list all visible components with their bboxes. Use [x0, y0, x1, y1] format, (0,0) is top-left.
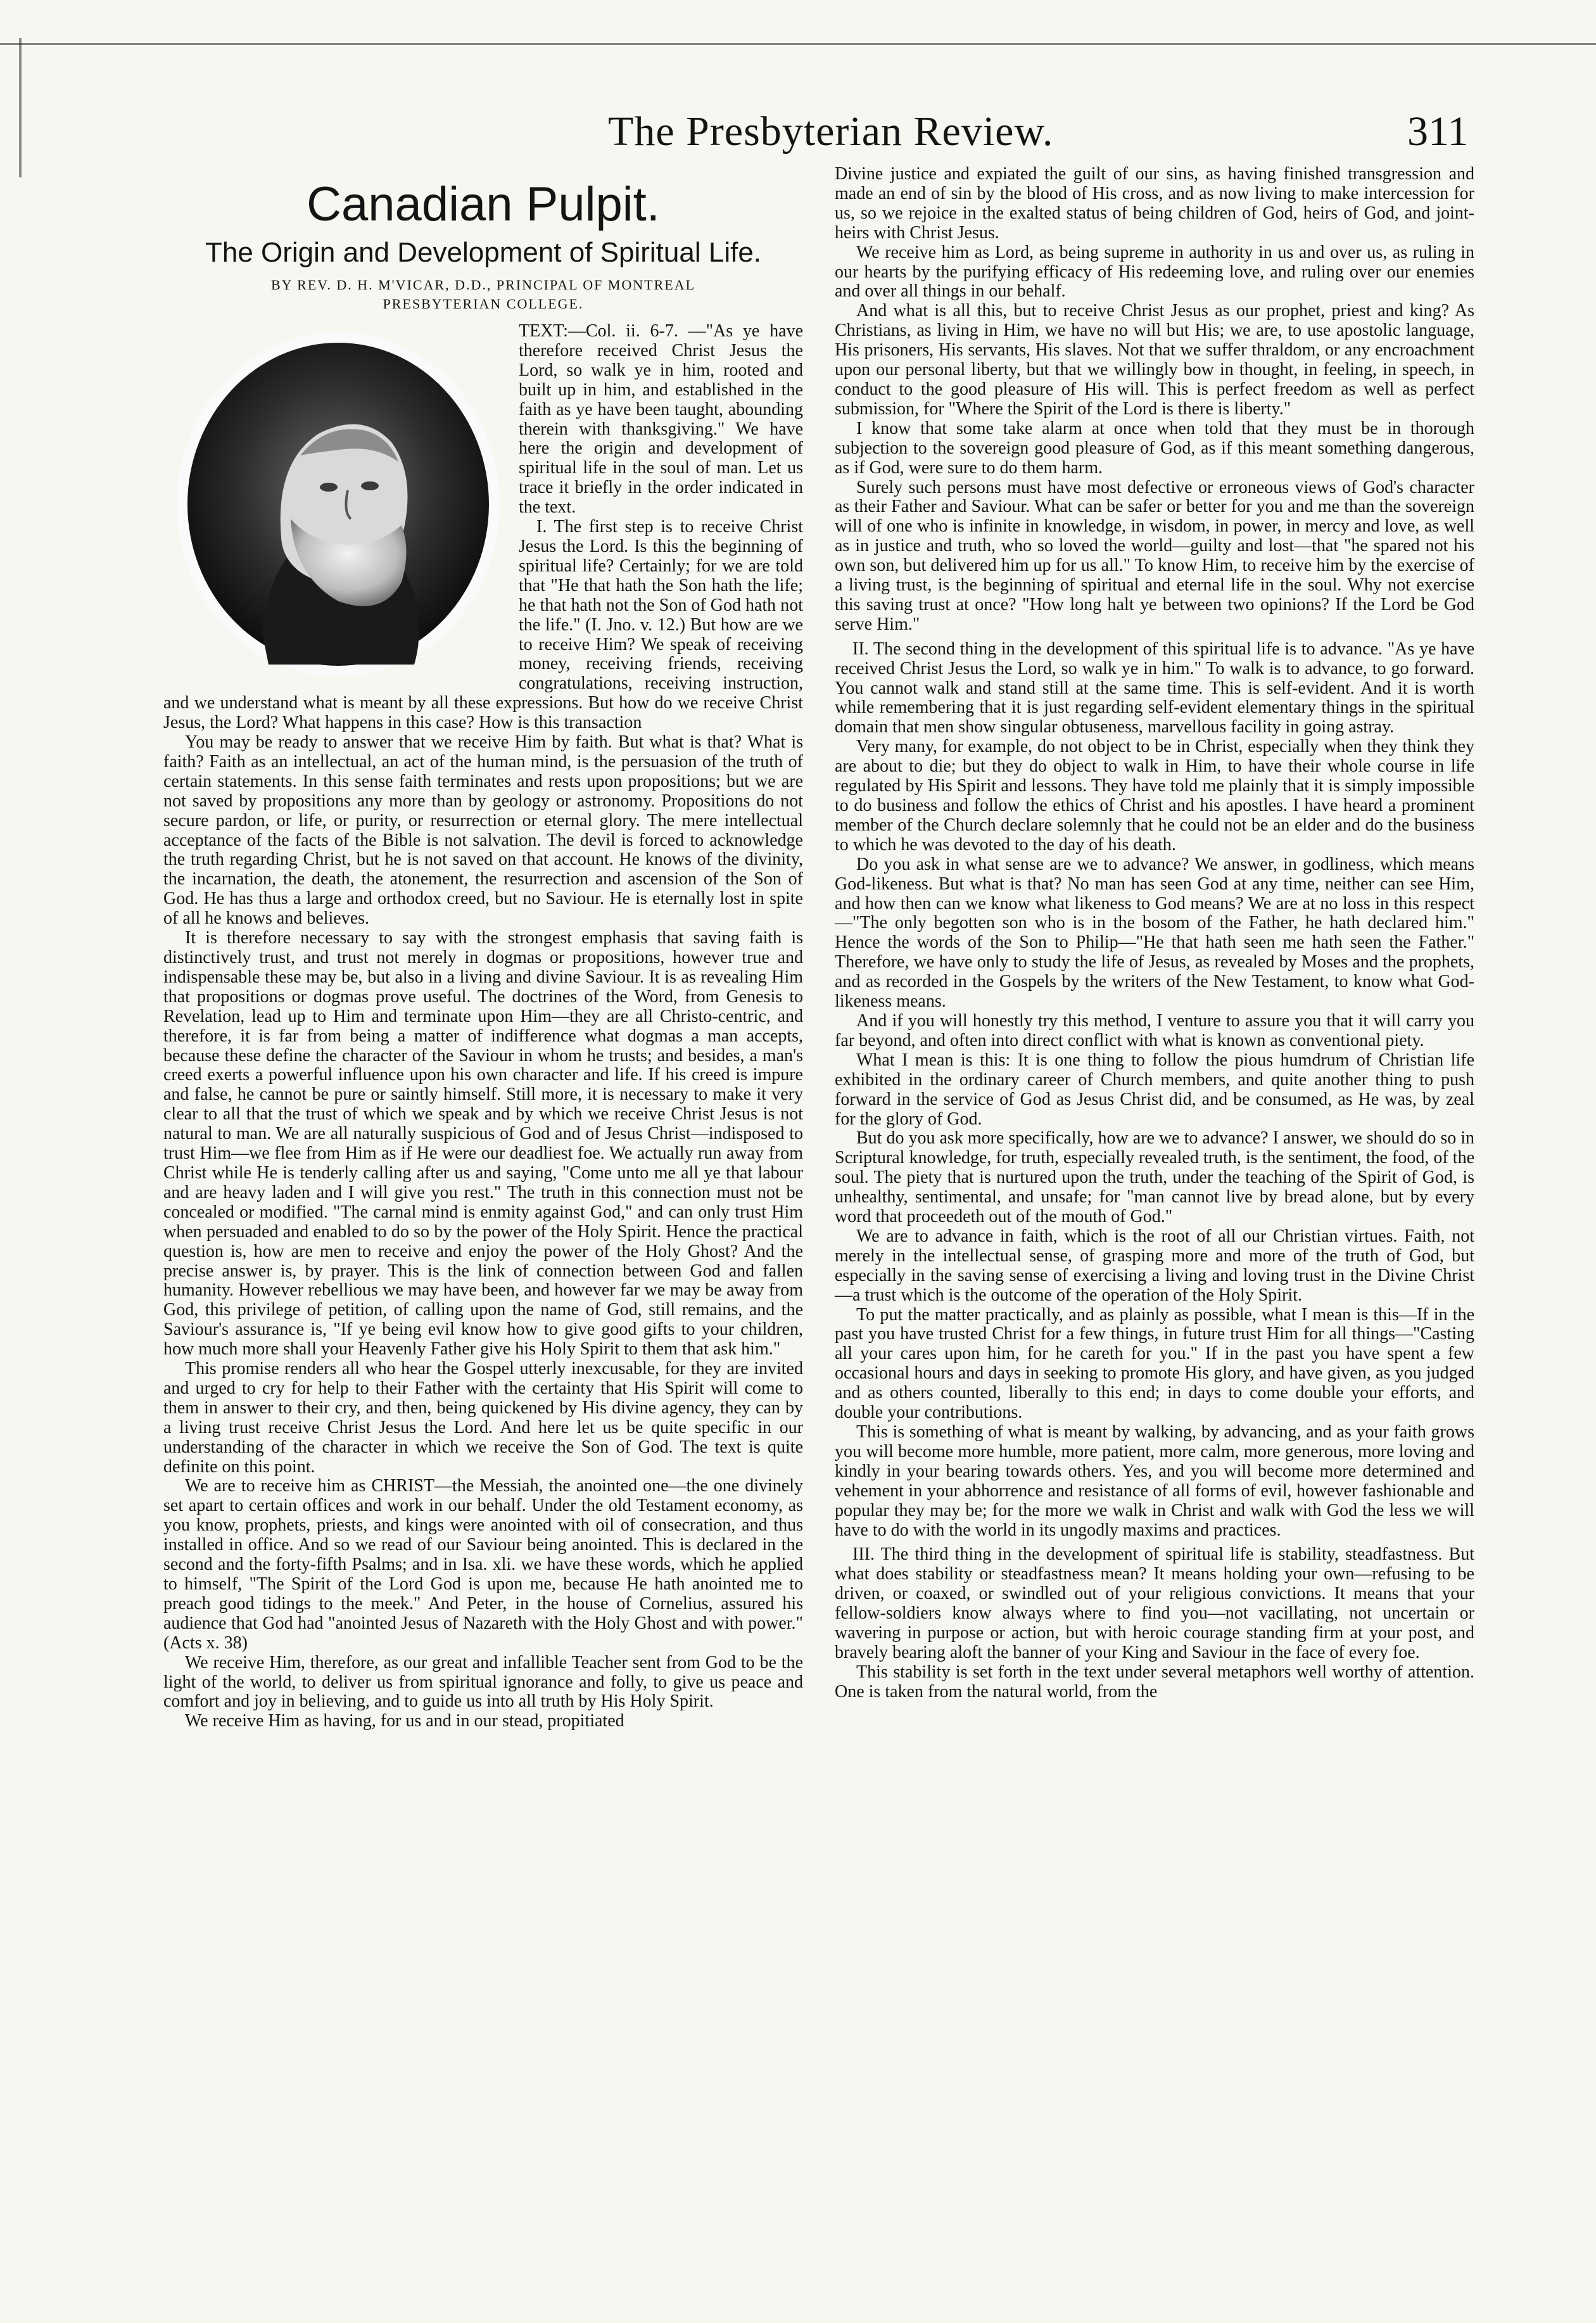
section-title: Canadian Pulpit.: [307, 177, 660, 231]
paragraph: What I mean is this: It is one thing to follow the pious humdrum of Christian life exhibited in the ordinary career of Church members, and quite another thing to push forward in the service of God as Jesus Christ did, and be consumed, as He was, by zeal for the glory of God.: [835, 1050, 1474, 1129]
paragraph: Do you ask in what sense are we to advance? We answer, in godliness, which means God-likeness. But what is that? No man has seen God at any time, neither can see Him, and how then can we know what likeness to God means? We are at no loss in this respect—"The only begotten son who is in the bosom of the Father, he hath declared him." Hence the words of the Son to Philip—"He that hath seen me hath seen the Father." Therefore, we have only to study the life of Jesus, as revealed by Moses and the prophets, and as recorded in the Gospels by the writers of the New Testament, to know what God-likeness means.: [835, 854, 1474, 1012]
paragraph: Divine justice and expiated the guilt of our sins, as having finished transgression and made an end of sin by the blood of His cross, and as now living to make intercession for us, so we rejoice in the exalted status of being children of God, heirs of God, and joint-heirs with Christ Jesus.: [835, 164, 1474, 243]
paragraph: This promise renders all who hear the Gospel utterly inexcusable, for they are invited and urged to cry for help to their Father with the certainty that His Spirit will come to them in answer to their cry, and then, being quickened by His divine agency, they can by a living trust receive Christ Jesus the Lord. And here let us be quite specific in our understanding of the character in which we receive the Son of God. The text is quite definite on this point.: [163, 1359, 803, 1477]
paragraph: We are to receive him as CHRIST—the Messiah, the anointed one—the one divinely set apart to certain offices and work in our behalf. Under the old Testament economy, as you know, prophets, priests, and kings were anointed with oil of consecration, and thus installed in office. And so we read of our Saviour being anointed. This is declared in the second and the forty-fifth Psalms; and in Isa. xli. we have these words, which he applied to himself, "The Spirit of the Lord God is upon me, because He hath anointed me to preach good tidings to the meek." And Peter, in the house of Cornelius, assured his audience that God had "anointed Jesus of Nazareth with the Holy Ghost and with power." (Acts x. 38): [163, 1476, 803, 1653]
left-column: [163, 158, 803, 1731]
article-title: The Origin and Development of Spiritual Life.: [205, 237, 762, 268]
paragraph: II. The second thing in the development of this spiritual life is to advance. "As ye have received Christ Jesus the Lord, so walk ye in him." To walk is to advance, to go forward. You cannot walk and stand still at the same time. This is self-evident. And it is worth while remembering that it is just regarding self-evident elementary things in the spiritual domain that men show singular obtuseness, marvellous facility in going astray.: [835, 639, 1474, 737]
paragraph: We receive him as Lord, as being supreme in authority in us and over us, as ruling in our hearts by the purifying efficacy of His redeeming love, and ruling over our enemies and over all things in our behalf.: [835, 242, 1474, 302]
paragraph: III. The third thing in the development of spiritual life is stability, steadfastness. But what does stability or steadfastness mean? It means holding your own—refusing to be driven, or coaxed, or swindled out of your religious convictions. It means that your fellow-soldiers know always where to find you—not vacillating, not uncertain or wavering in purpose or action, but with heroic courage standing firm at your post, and bravely bearing aloft the banner of your King and Saviour in the face of every foe.: [835, 1544, 1474, 1662]
paragraph: We receive Him as having, for us and in our stead, propitiated: [185, 1711, 624, 1731]
paragraph: It is therefore necessary to say with the strongest emphasis that saving faith is distinctively trust, and trust not merely in dogmas or propositions, however true and indispensable these may be, but also in a living and divine Saviour. It is as revealing Him that propositions or dogmas prove useful. The doctrines of the Word, from Genesis to Revelation, lead up to Him and terminate upon Him—they are all Christo-centric, and therefore, it is far from being a matter of indifference what dogmas a man accepts, because these define the character of the Saviour in whom he trusts; and besides, a man's creed exerts a powerful influence upon his own character and life. If his creed is impure and false, he cannot be pure or saintly himself. Still more, it is necessary to make it very clear to all that the trust of which we speak and by which we receive Christ Jesus is not natural to man. We are all naturally suspicious of God and of Jesus Christ—indisposed to trust Him—we flee from Him as if He were our deadliest foe. We actually run away from Christ while He is tenderly calling after us and saying, "Come unto me all ye that labour and are heavy laden and I will give you rest." The truth in this connection must not be concealed or modified. "The carnal mind is enmity against God," and can only trust Him when persuaded and enabled to do so by the power of the Holy Spirit. Hence the practical question is, how are men to receive and enjoy the power of the Holy Ghost? And the precise answer is, by prayer. This is the link of connection between God and fallen humanity. However rebellious we may have been, and however far we may be away from God, this privilege of petition, of calling upon the name of God, still remains, and the Saviour's assurance is, "If ye being evil know how to give good gifts to your children, how much more shall your Heavenly Father give his Holy Spirit to them that ask him.": [163, 928, 803, 1359]
paragraph: Surely such persons must have most defective or erroneous views of God's character as their Father and Saviour. What can be safer or better for you and me than the sovereign will of one who is infinite in knowledge, in wisdom, in power, in mercy and love, as well as in justice and truth, who so loved the world—guilty and lost—that "he spared not his own son, but delivered him up for us all." To know Him, to receive him by the exercise of a living trust, is the beginning of spiritual and eternal life in the soul. Why not exercise this saving trust at once? "How long halt ye between two opinions? If the Lord be God serve Him.": [835, 477, 1474, 634]
paragraph: I know that some take alarm at once when told that they must be in thorough subjection to the sovereign good pleasure of God, as if this meant something dangerous, as if God, were sure to do them harm.: [835, 418, 1474, 478]
paragraph: TEXT:—Col. ii. 6-7. —"As ye have therefore received Christ Jesus the Lord, so walk ye in him, rooted and built up in him, and established in the faith as ye have been taught, abounding therein with thanksgiving." We have here the origin and development of spiritual life in the soul of man. Let us trace it briefly in the order indicated in the text.: [519, 321, 803, 518]
right-column: [835, 165, 1474, 1702]
paragraph: We receive Him, therefore, as our great and infallible Teacher sent from God to be the light of the world, to deliver us from spiritual ignorance and folly, to give us peace and comfort and joy in believing, and to guide us into all truth by His Holy Spirit.: [163, 1652, 803, 1712]
paragraph: And if you will honestly try this method, I venture to assure you that it will carry you far beyond, and often into direct conflict with what is known as conventional piety.: [835, 1010, 1474, 1050]
page-edge-mark: [19, 38, 33, 177]
paragraph: We are to advance in faith, which is the root of all our Christian virtues. Faith, not merely in the intellectual sense, of grasping more and more of the truth of God, but especially in the saving sense of exercising a living and loving trust in the Divine Christ—a trust which is the outcome of the operation of the Holy Spirit.: [835, 1226, 1474, 1305]
paragraph: Very many, for example, do not object to be in Christ, especially when they think they are about to die; but they do object to walk in Him, to have their whole course in life regulated by His Spirit and lessons. They have told me plainly that it is simply impossible to do business and follow the ethics of Christ and his apostles. I have heard a prominent member of the Church declare solemnly that he could not be an elder and do the business to which he was devoted to the day of his death.: [835, 737, 1474, 855]
paragraph: This stability is set forth in the text under several metaphors well worthy of attention. One is taken from the natural world, from the: [835, 1662, 1474, 1702]
paragraph: And what is all this, but to receive Christ Jesus as our prophet, priest and king? As Christians, as living in Him, we have no will but His; we are, to use apostolic language, His prisoners, His servants, His slaves. Not that we suffer thraldom, or any encroachment upon our personal liberty, but that we willingly bow in thought, in feeling, in speech, in conduct to the good pleasure of His will. This is perfect freedom as well as perfect submission, for "Where the Spirit of the Lord is there is liberty.": [835, 301, 1474, 419]
portrait-image: [168, 326, 507, 684]
page-number: 311: [1407, 108, 1469, 155]
paragraph: This is something of what is meant by walking, by advancing, and as your faith grows you will become more humble, more patient, more calm, more generous, more loving and kindly in your bearing towards others. Yes, and you will become more determined and vehement in your abhorrence and resistance of all forms of evil, however fashionable and popular they may be; for the more we walk in Christ and walk with God the less we will have to do with the world in its ungodly maxims and practices.: [835, 1422, 1474, 1540]
running-title: The Presbyterian Review.: [608, 108, 1054, 155]
byline-line-1: BY REV. D. H. M'VICAR, D.D., PRINCIPAL OF MONTREAL: [270, 277, 696, 293]
paragraph: To put the matter practically, and as plainly as possible, what I mean is this—If in the past you have trusted Christ for a few things, in future trust Him for all things—"Casting all your cares upon him, for he careth for you." If in the past you have spent a few occasional hours and days in seeking to promote His glory, and have given, as you judged and as others counted, liberally to this end; in days to come double your efforts, and double your contributions.: [835, 1304, 1474, 1423]
paragraph: But do you ask more specifically, how are we to advance? I answer, we should do so in Scriptural knowledge, for truth, especially revealed truth, is the sentiment, the food, of the soul. The piety that is nurtured upon the truth, under the teaching of the Spirit of God, is unhealthy, sentimental, and unsafe; for "man cannot live by bread alone, but by every word that proceedeth out of the mouth of God.": [835, 1128, 1475, 1227]
byline-line-2: PRESBYTERIAN COLLEGE.: [383, 296, 584, 312]
paragraph: I. The first step is to receive Christ Jesus the Lord. Is this the beginning of spiritual life? Certainly; for we are told that "He that hath the Son hath the life; he that hath not the Son of God hath not the life." (I. Jno. v. 12.) But how are we to receive Him? We speak of receiving money, receiving friends, receiving congratulations, receiving instruction, and we understand what is meant by all these expressions. But how do we receive Christ Jesus, the Lord? What happens in this case? How is this transaction: [163, 517, 803, 733]
portrait-engraving-icon: [174, 329, 503, 680]
top-border-rule: [0, 43, 1596, 45]
paragraph: You may be ready to answer that we receive Him by faith. But what is that? What is faith? Faith as an intellectual, an act of the human mind, is the persuasion of the truth of certain statements. In this sense faith terminates and rests upon propositions; but we are not saved by propositions any more than by geology or astronomy. Propositions do not secure pardon, or life, or purity, or resurrection or eternal glory. The mere intellectual acceptance of the facts of the Bible is not salvation. The devil is forced to acknowledge the truth regarding Christ, but he is not saved on that account. He knows of the divinity, the incarnation, the death, the atonement, the resurrection and ascension of the Son of God. He has thus a large and orthodox creed, but no Saviour. He is eternally lost in spite of all he knows and believes.: [163, 732, 803, 929]
